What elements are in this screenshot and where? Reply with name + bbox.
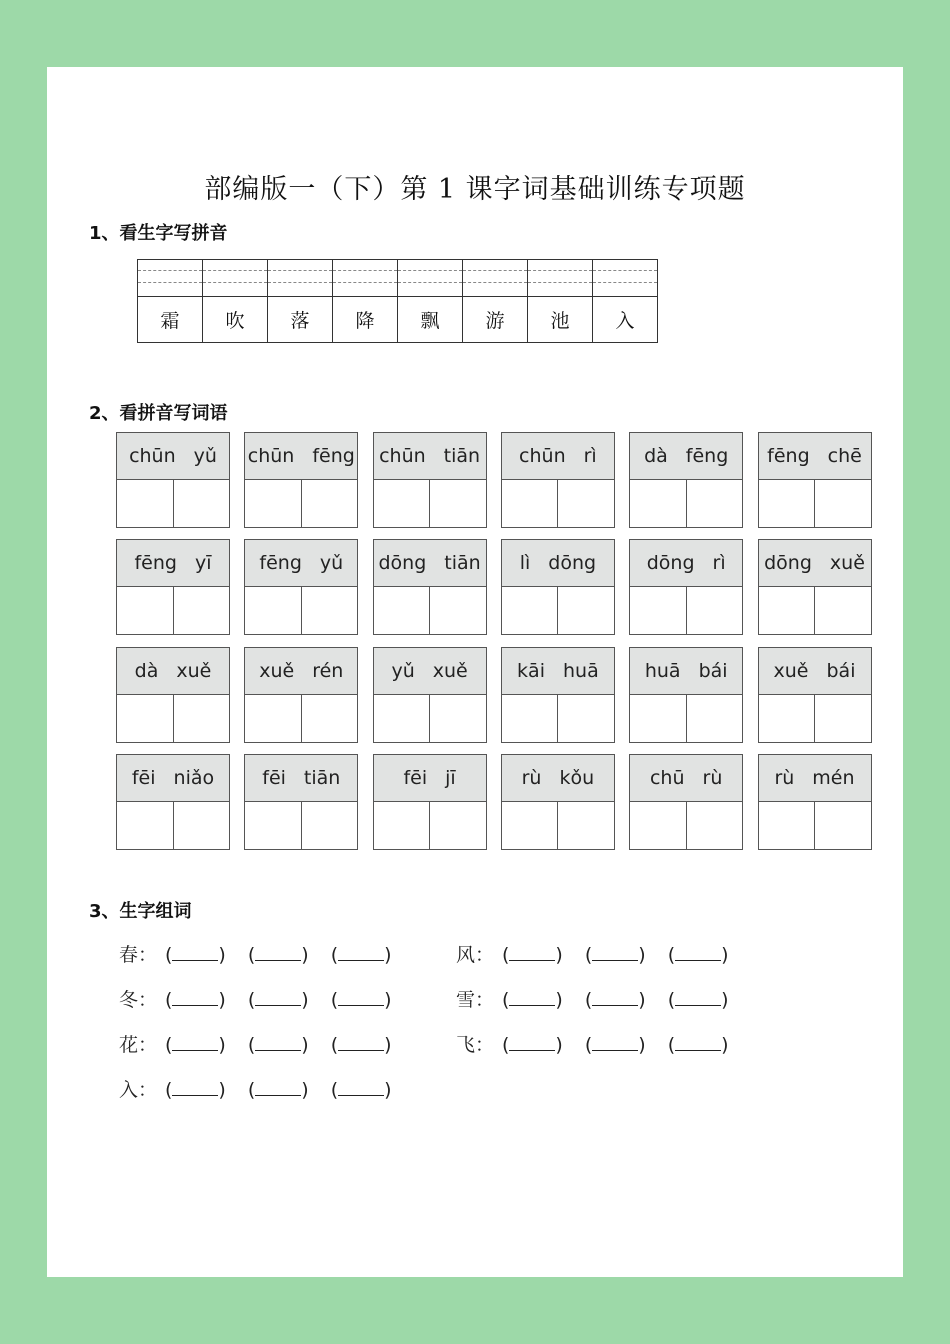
pinyin-write-cell[interactable] bbox=[528, 260, 593, 297]
pinyin-label bbox=[245, 648, 357, 695]
pinyin-syllable: dōng bbox=[378, 552, 427, 575]
pinyin-label bbox=[502, 433, 614, 480]
pinyin-syllable: kāi bbox=[517, 659, 545, 682]
zuci-row bbox=[456, 940, 751, 967]
pinyin-write-cell[interactable] bbox=[463, 260, 528, 297]
pinyin-label bbox=[245, 540, 357, 587]
char-write-cell[interactable] bbox=[301, 480, 358, 528]
char-write-cell[interactable] bbox=[374, 480, 430, 528]
zuci-blank[interactable]: ( ) bbox=[165, 989, 226, 1011]
zuci-row bbox=[456, 985, 751, 1012]
pinyin-label bbox=[245, 755, 357, 802]
char-write-cell[interactable] bbox=[630, 587, 686, 635]
pinyin-syllable: niǎo bbox=[173, 766, 215, 789]
pinyin-syllable: fēng bbox=[767, 445, 810, 467]
zuci-blank[interactable]: ( ) bbox=[330, 944, 392, 966]
pinyin-label bbox=[117, 433, 229, 480]
pinyin-label bbox=[245, 433, 357, 480]
zuci-blank[interactable]: ( ) bbox=[330, 989, 392, 1011]
pinyin-label bbox=[759, 433, 871, 480]
pinyin-table bbox=[137, 259, 658, 343]
char-write-cell[interactable] bbox=[245, 480, 301, 528]
pinyin-write-cell[interactable] bbox=[203, 260, 268, 297]
pinyin-syllable: fēng bbox=[259, 552, 302, 575]
pinyin-label bbox=[117, 648, 229, 695]
char-write-cell[interactable] bbox=[557, 480, 614, 528]
char-write-cell[interactable] bbox=[173, 695, 230, 743]
pinyin-label bbox=[759, 648, 871, 695]
zuci-blank[interactable]: ( ) bbox=[502, 1034, 563, 1056]
pinyin-syllable: rén bbox=[312, 659, 344, 682]
pinyin-syllable: huā bbox=[644, 659, 681, 682]
char-cell: 游 bbox=[463, 297, 528, 343]
pinyin-write-cell[interactable] bbox=[333, 260, 398, 297]
pinyin-syllable: lì bbox=[519, 552, 531, 575]
zuci-blank[interactable]: ( ) bbox=[247, 944, 309, 966]
word-box bbox=[244, 539, 358, 635]
pinyin-syllable: chūn bbox=[129, 445, 176, 467]
word-box bbox=[373, 647, 487, 743]
zuci-char: 春： bbox=[119, 944, 158, 966]
zuci-blank[interactable]: ( ) bbox=[165, 1079, 226, 1101]
word-box bbox=[116, 539, 230, 635]
word-box bbox=[501, 539, 615, 635]
pinyin-syllable: fēi bbox=[262, 766, 286, 789]
zuci-row bbox=[119, 1030, 414, 1057]
pinyin-syllable: huā bbox=[562, 659, 599, 682]
char-write-cell[interactable] bbox=[814, 587, 871, 635]
pinyin-syllable: dà bbox=[644, 445, 668, 467]
zuci-char: 风： bbox=[456, 944, 495, 966]
word-box bbox=[116, 432, 230, 528]
word-box bbox=[758, 647, 872, 743]
char-cell: 入 bbox=[593, 297, 658, 343]
char-write-cell[interactable] bbox=[814, 480, 871, 528]
char-cell: 霜 bbox=[138, 297, 203, 343]
pinyin-label bbox=[502, 648, 614, 695]
zuci-blank[interactable]: ( ) bbox=[502, 944, 563, 966]
pinyin-label bbox=[374, 755, 486, 802]
char-write-cell[interactable] bbox=[686, 480, 743, 528]
word-box bbox=[758, 432, 872, 528]
zuci-blank[interactable]: ( ) bbox=[165, 1034, 226, 1056]
pinyin-syllable: rù bbox=[521, 766, 542, 789]
zuci-blank[interactable]: ( ) bbox=[584, 989, 646, 1011]
zuci-blank[interactable]: ( ) bbox=[667, 989, 729, 1011]
zuci-char: 冬： bbox=[119, 989, 158, 1011]
pinyin-syllable: xuě bbox=[176, 659, 212, 682]
pinyin-label bbox=[502, 755, 614, 802]
section2-heading: 2、看拼音写词语 bbox=[89, 403, 228, 424]
char-write-cell[interactable] bbox=[759, 587, 815, 635]
char-write-cell[interactable] bbox=[502, 802, 558, 850]
zuci-blank[interactable]: ( ) bbox=[247, 989, 309, 1011]
char-write-cell[interactable] bbox=[557, 695, 614, 743]
page-title: 部编版一（下）第 1 课字词基础训练专项题 bbox=[204, 174, 746, 205]
pinyin-syllable: rì bbox=[583, 445, 597, 467]
char-write-cell[interactable] bbox=[759, 480, 815, 528]
pinyin-label bbox=[630, 755, 742, 802]
pinyin-syllable: dà bbox=[134, 659, 159, 682]
char-cell: 降 bbox=[333, 297, 398, 343]
word-box bbox=[501, 432, 615, 528]
pinyin-syllable: fēng bbox=[685, 445, 729, 467]
pinyin-syllable: yī bbox=[194, 552, 212, 575]
word-box bbox=[758, 754, 872, 850]
pinyin-syllable: xuě bbox=[773, 659, 809, 682]
pinyin-write-cell[interactable] bbox=[138, 260, 203, 297]
char-write-cell[interactable] bbox=[502, 480, 558, 528]
word-box bbox=[244, 754, 358, 850]
pinyin-syllable: fēng bbox=[134, 552, 177, 575]
char-write-cell[interactable] bbox=[245, 802, 301, 850]
zuci-blank[interactable]: ( ) bbox=[247, 1034, 309, 1056]
char-write-cell[interactable] bbox=[117, 587, 173, 635]
zuci-blank[interactable]: ( ) bbox=[584, 944, 646, 966]
char-write-cell[interactable] bbox=[502, 587, 558, 635]
word-box bbox=[758, 539, 872, 635]
pinyin-syllable: jī bbox=[445, 766, 456, 789]
pinyin-syllable: dōng bbox=[548, 552, 597, 575]
pinyin-syllable: xuě bbox=[259, 659, 295, 682]
char-write-cell[interactable] bbox=[429, 587, 486, 635]
pinyin-syllable: tiān bbox=[303, 766, 341, 789]
zuci-blank[interactable]: ( ) bbox=[165, 944, 226, 966]
word-box bbox=[373, 754, 487, 850]
char-write-cell[interactable] bbox=[301, 802, 358, 850]
pinyin-syllable: yǔ bbox=[319, 552, 344, 575]
word-box bbox=[116, 754, 230, 850]
char-cell: 飘 bbox=[398, 297, 463, 343]
char-write-cell[interactable] bbox=[630, 802, 686, 850]
pinyin-syllable: chūn bbox=[379, 445, 426, 467]
pinyin-syllable: fēi bbox=[403, 766, 428, 789]
char-write-cell[interactable] bbox=[245, 587, 301, 635]
word-box bbox=[629, 754, 743, 850]
word-box bbox=[244, 432, 358, 528]
pinyin-syllable: yǔ bbox=[391, 659, 415, 682]
pinyin-syllable: rì bbox=[712, 552, 726, 575]
zuci-blank[interactable]: ( ) bbox=[584, 1034, 646, 1056]
char-write-cell[interactable] bbox=[301, 587, 358, 635]
pinyin-label bbox=[759, 540, 871, 587]
char-write-cell[interactable] bbox=[686, 802, 743, 850]
char-cell: 吹 bbox=[203, 297, 268, 343]
char-write-cell[interactable] bbox=[429, 802, 486, 850]
pinyin-write-cell[interactable] bbox=[268, 260, 333, 297]
char-write-cell[interactable] bbox=[117, 695, 173, 743]
pinyin-label bbox=[630, 648, 742, 695]
zuci-char: 入： bbox=[119, 1079, 158, 1101]
pinyin-syllable: rù bbox=[702, 766, 723, 789]
word-box bbox=[501, 754, 615, 850]
char-write-cell[interactable] bbox=[759, 695, 815, 743]
pinyin-label bbox=[630, 540, 742, 587]
pinyin-syllable: kǒu bbox=[559, 766, 595, 789]
char-write-cell[interactable] bbox=[630, 480, 686, 528]
zuci-row bbox=[119, 940, 414, 967]
char-write-cell[interactable] bbox=[429, 480, 486, 528]
pinyin-label bbox=[117, 755, 229, 802]
pinyin-syllable: rù bbox=[774, 766, 795, 789]
pinyin-syllable: mén bbox=[812, 766, 855, 789]
section3-heading: 3、生字组词 bbox=[89, 901, 192, 922]
char-write-cell[interactable] bbox=[374, 695, 430, 743]
char-write-cell[interactable] bbox=[429, 695, 486, 743]
zuci-row bbox=[456, 1030, 751, 1057]
word-box bbox=[629, 432, 743, 528]
char-write-cell[interactable] bbox=[301, 695, 358, 743]
char-write-cell[interactable] bbox=[557, 802, 614, 850]
pinyin-label bbox=[374, 648, 486, 695]
pinyin-syllable: chū bbox=[649, 766, 685, 789]
char-write-cell[interactable] bbox=[686, 695, 743, 743]
word-box bbox=[116, 647, 230, 743]
word-box bbox=[373, 432, 487, 528]
char-write-cell[interactable] bbox=[502, 695, 558, 743]
pinyin-write-cell[interactable] bbox=[398, 260, 463, 297]
pinyin-label bbox=[630, 433, 742, 480]
pinyin-write-cell[interactable] bbox=[593, 260, 658, 297]
zuci-row bbox=[119, 1075, 414, 1102]
char-cell: 池 bbox=[528, 297, 593, 343]
pinyin-syllable: fēng bbox=[312, 445, 355, 467]
char-write-cell[interactable] bbox=[557, 587, 614, 635]
char-write-cell[interactable] bbox=[374, 587, 430, 635]
pinyin-label bbox=[759, 755, 871, 802]
word-box bbox=[373, 539, 487, 635]
word-box bbox=[244, 647, 358, 743]
char-write-cell[interactable] bbox=[173, 480, 230, 528]
zuci-blank[interactable]: ( ) bbox=[330, 1079, 392, 1101]
char-write-cell[interactable] bbox=[814, 802, 871, 850]
pinyin-label bbox=[117, 540, 229, 587]
pinyin-syllable: bái bbox=[826, 659, 856, 682]
zuci-char: 飞： bbox=[456, 1034, 495, 1056]
char-write-cell[interactable] bbox=[374, 802, 430, 850]
pinyin-label bbox=[374, 540, 486, 587]
pinyin-syllable: dōng bbox=[646, 552, 695, 575]
pinyin-syllable: xuě bbox=[829, 552, 865, 575]
char-write-cell[interactable] bbox=[814, 695, 871, 743]
char-cell: 落 bbox=[268, 297, 333, 343]
char-write-cell[interactable] bbox=[759, 802, 815, 850]
zuci-blank[interactable]: ( ) bbox=[667, 1034, 729, 1056]
char-write-cell[interactable] bbox=[245, 695, 301, 743]
pinyin-syllable: chē bbox=[827, 445, 862, 467]
word-box bbox=[629, 539, 743, 635]
zuci-blank[interactable]: ( ) bbox=[330, 1034, 392, 1056]
char-write-cell[interactable] bbox=[117, 802, 173, 850]
zuci-row bbox=[119, 985, 414, 1012]
word-box bbox=[629, 647, 743, 743]
pinyin-syllable: fēi bbox=[131, 766, 156, 789]
zuci-blank[interactable]: ( ) bbox=[667, 944, 729, 966]
pinyin-syllable: tiān bbox=[444, 552, 481, 575]
char-write-cell[interactable] bbox=[173, 802, 230, 850]
char-write-cell[interactable] bbox=[630, 695, 686, 743]
zuci-blank[interactable]: ( ) bbox=[502, 989, 563, 1011]
pinyin-syllable: bái bbox=[698, 659, 728, 682]
pinyin-syllable: xuě bbox=[432, 659, 468, 682]
pinyin-syllable: tiān bbox=[443, 445, 481, 467]
section1-heading: 1、看生字写拼音 bbox=[89, 223, 228, 244]
char-write-cell[interactable] bbox=[173, 587, 230, 635]
pinyin-syllable: chūn bbox=[247, 445, 295, 467]
zuci-char: 雪： bbox=[456, 989, 495, 1011]
char-write-cell[interactable] bbox=[117, 480, 173, 528]
worksheet bbox=[47, 67, 903, 1277]
pinyin-label bbox=[502, 540, 614, 587]
pinyin-syllable: dōng bbox=[764, 552, 812, 575]
zuci-char: 花： bbox=[119, 1034, 158, 1056]
pinyin-syllable: chūn bbox=[519, 445, 566, 467]
word-box bbox=[501, 647, 615, 743]
pinyin-label bbox=[374, 433, 486, 480]
zuci-blank[interactable]: ( ) bbox=[247, 1079, 309, 1101]
pinyin-syllable: yǔ bbox=[193, 445, 217, 467]
char-write-cell[interactable] bbox=[686, 587, 743, 635]
